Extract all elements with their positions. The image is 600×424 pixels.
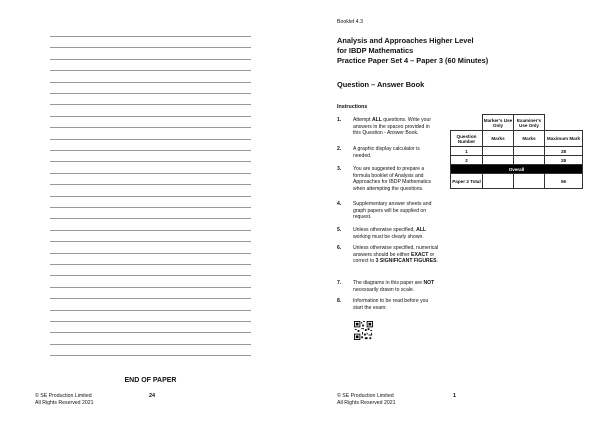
instruction-text — [353, 280, 439, 293]
emphasis: NOT — [423, 280, 435, 286]
emphasis: EXACT — [411, 251, 429, 258]
answer-line — [50, 264, 251, 265]
table-row — [451, 147, 583, 156]
text: questions. Write your answers in the spaces provided in this Question - Answer Book. — [353, 117, 432, 137]
instruction-number: 2. — [337, 146, 342, 152]
text: Unless otherwise specified, — [353, 227, 417, 233]
examiner-marks-cell — [514, 147, 545, 156]
instruction-number: 3. — [337, 166, 342, 172]
text: Unless otherwise specified, numerical answers should be either — [353, 245, 439, 258]
footer-company: © SE Production Limited — [35, 393, 92, 399]
marker-total-cell — [483, 174, 514, 189]
footer-rights: All Rights Reserved 2021 — [35, 399, 94, 406]
answer-line — [50, 161, 251, 162]
instruction-text: Supplementary answer sheets and graph papers will be supplied on request. — [353, 201, 432, 221]
answer-line — [50, 321, 251, 322]
answer-line — [50, 207, 251, 208]
paper-total-label: Paper 3 Total — [451, 174, 483, 189]
page-number: 1 — [453, 393, 457, 399]
answer-line — [50, 173, 251, 174]
paper-title — [337, 36, 488, 67]
question-cell: 2 — [451, 156, 483, 165]
max-mark-cell: 28 — [545, 156, 583, 165]
overall-header: Overall — [451, 165, 583, 174]
table-row — [451, 174, 583, 189]
page-number: 24 — [149, 393, 156, 399]
answer-line — [50, 127, 251, 128]
markers-use-header: Marker's Use Only — [483, 115, 514, 131]
answer-line — [50, 36, 251, 37]
table-corner — [545, 115, 583, 131]
answer-line — [50, 184, 251, 185]
answer-line — [50, 59, 251, 60]
table-row — [451, 156, 583, 165]
instruction-number: 6. — [337, 245, 342, 251]
answer-line — [50, 116, 251, 117]
answer-line — [50, 70, 251, 71]
right-footer — [337, 393, 396, 406]
answer-line — [50, 218, 251, 219]
answer-line — [50, 150, 251, 151]
footer-rights: All Rights Reserved 2021 — [337, 399, 396, 406]
answer-line — [50, 93, 251, 94]
instruction-text — [353, 117, 439, 137]
answer-line — [50, 104, 251, 105]
answer-line — [50, 241, 251, 242]
text: working must be clearly shown. — [353, 233, 424, 240]
answer-line — [50, 47, 251, 48]
instruction-text: Information to be read before you start the exam: — [353, 298, 429, 311]
marker-marks-cell — [483, 156, 514, 165]
instruction-text — [353, 227, 439, 240]
text: . — [436, 258, 438, 265]
instruction-number: 4. — [337, 201, 342, 207]
marker-marks-cell — [483, 147, 514, 156]
answer-line — [50, 139, 251, 140]
qr-code-icon — [354, 321, 373, 340]
booklet-label: Booklet 4.3 — [337, 19, 363, 25]
instruction-text: A graphic display calculator is needed. — [353, 146, 420, 159]
examiners-use-header: Examiner's Use Only — [514, 115, 545, 131]
max-mark-cell: 28 — [545, 147, 583, 156]
title-line: Practice Paper Set 4 – Paper 3 (60 Minutes) — [337, 56, 489, 66]
text: The diagrams in this paper are — [353, 280, 424, 286]
answer-line — [50, 332, 251, 333]
end-of-paper-label: END OF PAPER — [124, 377, 177, 384]
instruction-text: You are suggested to prepare a formula booklet of Analysis and Approaches for IBDP Mathematics when attempting the questions. — [353, 166, 432, 192]
instruction-number: 5. — [337, 227, 342, 233]
text: or correct to — [353, 251, 435, 265]
marks-table — [450, 114, 583, 189]
left-footer — [35, 393, 94, 406]
answer-line — [50, 196, 251, 197]
table-corner — [451, 115, 483, 131]
answer-line — [50, 230, 251, 231]
marks-header: Marks — [514, 131, 545, 147]
instruction-number: 1. — [337, 117, 342, 123]
answer-line — [50, 287, 251, 288]
max-total-cell: 56 — [545, 174, 583, 189]
answer-line — [50, 275, 251, 276]
maximum-mark-header: Maximum Mark — [545, 131, 583, 147]
text: Attempt — [353, 117, 372, 123]
right-page — [300, 0, 600, 424]
answer-line — [50, 355, 251, 356]
question-cell: 1 — [451, 147, 483, 156]
instruction-text — [353, 245, 439, 265]
title-line: Analysis and Approaches Higher Level — [337, 36, 474, 45]
footer-company: © SE Production Limited — [337, 393, 394, 399]
emphasis: ALL — [416, 227, 427, 233]
instructions-heading: Instructions — [337, 104, 368, 110]
title-line: for IBDP Mathematics — [337, 46, 414, 56]
answer-line — [50, 310, 251, 311]
marks-header: Marks — [483, 131, 514, 147]
instruction-number: 8. — [337, 298, 342, 304]
question-number-header: Question Number — [451, 131, 483, 147]
answer-lines — [50, 36, 251, 366]
instruction-number: 7. — [337, 280, 342, 286]
examiner-marks-cell — [514, 156, 545, 165]
answer-line — [50, 253, 251, 254]
examiner-total-cell — [514, 174, 545, 189]
emphasis: ALL — [371, 117, 382, 123]
answer-line — [50, 298, 251, 299]
answer-line — [50, 344, 251, 345]
emphasis: 3 SIGNIFICANT FIGURES — [375, 258, 437, 265]
answer-line — [50, 82, 251, 83]
book-subtitle: Question – Answer Book — [337, 80, 425, 89]
text: necessarily drawn to scale. — [353, 286, 415, 293]
